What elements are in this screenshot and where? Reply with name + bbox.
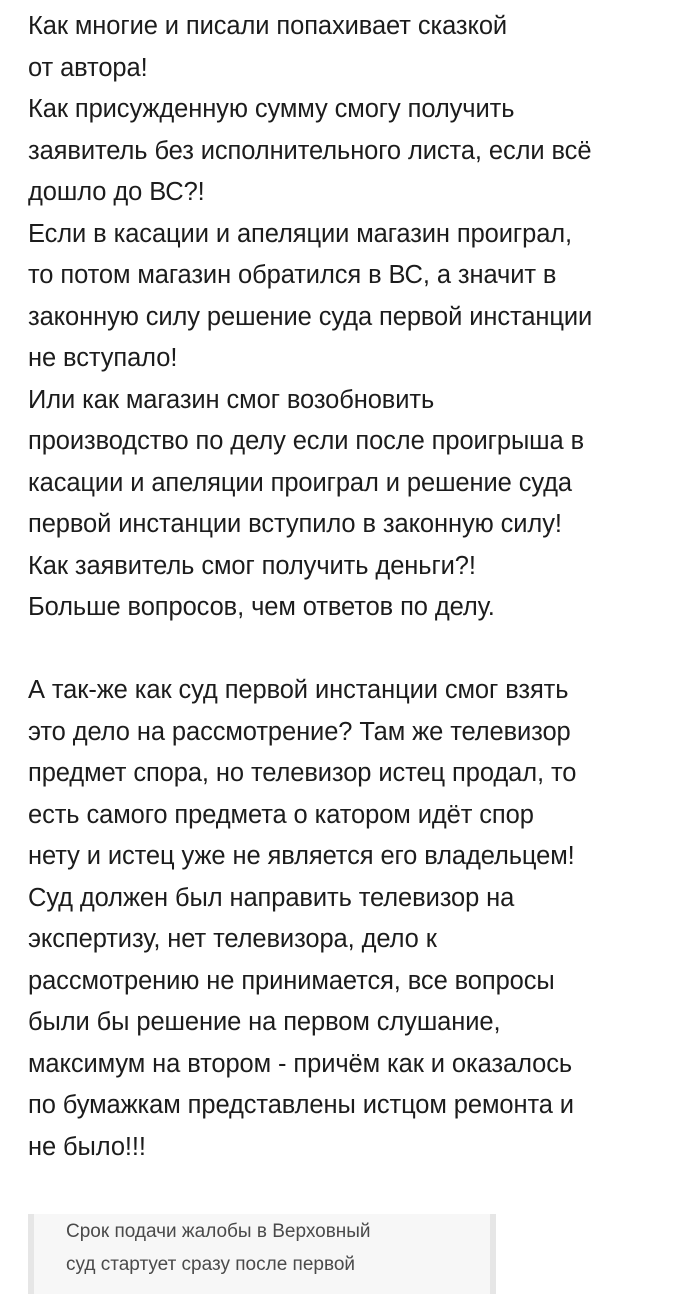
comment-line: Как заявитель смог получить деньги?! — [28, 551, 476, 580]
comment-line: Или как магазин смог возобновить — [28, 385, 435, 414]
comment-line: законную силу решение суда первой инстанции — [28, 302, 593, 331]
comment-line: рассмотрению не принимается, все вопросы — [28, 966, 555, 995]
comment-line: Если в касации и апеляции магазин проиграл, — [28, 219, 573, 248]
comment-line: заявитель без исполнительного листа, если всё — [28, 136, 592, 165]
comment-line: были бы решение на первом слушание, — [28, 1008, 501, 1036]
comment-line: не было!!! — [28, 1132, 146, 1161]
comment-line: экспертизу, нет телевизора, дело к — [28, 925, 437, 953]
comment-line: не вступало! — [28, 344, 178, 372]
comment-line: Суд должен был направить телевизор на — [28, 883, 515, 912]
comment-line: производство по делу если после проигрыша в — [28, 427, 585, 455]
paragraph-gap — [28, 629, 688, 671]
comment-line: Как многие и писали попахивает сказкой — [28, 12, 508, 40]
comment-line: то потом магазин обратился в ВС, а значит в — [28, 261, 557, 289]
comment-line: максимум на втором - причём как и оказалось — [28, 1049, 573, 1078]
comment-line: Больше вопросов, чем ответов по делу. — [28, 593, 495, 621]
comment-text — [28, 6, 688, 1168]
comment-line: дошло до ВС?! — [28, 178, 205, 206]
comment-line: есть самого предмета о катором идёт спор — [28, 800, 534, 829]
comment-line: нету и истец уже не является его владельцем! — [28, 842, 575, 870]
comment-line: по бумажкам представлены истцом ремонта и — [28, 1091, 574, 1119]
comment-line: касации и апеляции проиграл и решение суда — [28, 468, 573, 497]
comment-line: А так-же как суд первой инстанции смог взять — [28, 676, 569, 704]
quote-line: суд стартует сразу после первой — [66, 1254, 356, 1275]
quoted-comment-block[interactable] — [28, 1214, 496, 1294]
comment-line: предмет спора, но телевизор истец продал, то — [28, 759, 577, 787]
comment-line: Как присужденную сумму смогу получить — [28, 95, 515, 123]
comment-line: это дело на рассмотрение? Там же телевизор — [28, 717, 571, 746]
quote-line: Срок подачи жалобы в Верховный — [66, 1221, 371, 1242]
comment-line: от автора! — [28, 53, 148, 82]
comment-line: первой инстанции вступило в законную силу! — [28, 510, 562, 538]
